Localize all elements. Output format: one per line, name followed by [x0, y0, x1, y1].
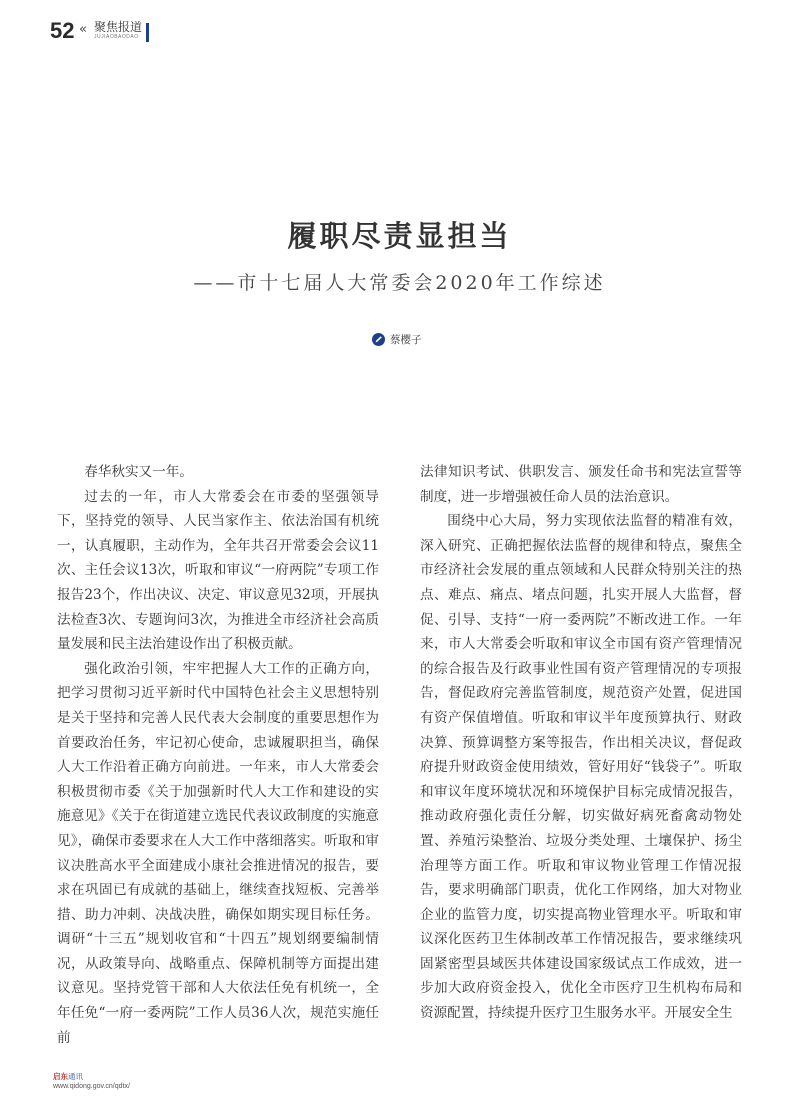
- footer-brand: [53, 1072, 130, 1082]
- article-title: 履职尽责显担当: [287, 219, 512, 253]
- footer-url[interactable]: www.qidong.gov.cn/qdtx/: [53, 1083, 130, 1090]
- footer-brand-name: 启东: [53, 1072, 68, 1081]
- header-accent-bar: [146, 23, 149, 42]
- section-pinyin: JUJIAOBAODAO: [94, 34, 139, 40]
- paragraph: 春华秋实又一年。: [84, 464, 193, 480]
- page-footer: [53, 1072, 130, 1092]
- pen-icon: [372, 333, 385, 346]
- section-label: [94, 20, 142, 41]
- chevron-left-icon: «: [79, 22, 87, 37]
- footer-brand-suffix: 通讯: [68, 1072, 83, 1081]
- body-column-left: [57, 460, 379, 1050]
- author-name: 蔡樱子: [390, 334, 422, 346]
- section-title: 聚焦报道: [94, 20, 143, 34]
- paragraph: 法律知识考试、供职发言、颁发任命书和宪法宣誓等制度，进一步增强被任命人员的法治意识。: [420, 464, 742, 505]
- article-subtitle: ——市十七届人大常委会2020年工作综述: [193, 272, 606, 294]
- body-column-right: [420, 460, 742, 1026]
- paragraph: 围绕中心大局，努力实现依法监督的精准有效，深入研究、正确把握依法监督的规律和特点，聚焦全市经济社会发展的重点领域和人民群众特别关注的热点、难点、痛点、堵点问题，扎实开展人大监督，督促、引导、支持“一府一委两院”不断改进工作。一年来，市人大常委会听取和审议全市国有资产管理情况的综合报告及行政事业性国有资产管理情况的专项报告，督促政府完善监管制度，规范资产处置，促进国有资产保值增值。听取和审议半年度预算执行、财政决算、预算调整方案等报告，作出相关决议，督促政府提升财政资金使用绩效，管好用好“钱袋子”。听取和审议年度环境状况和环境保护目标完成情况报告，推动政府强化责任分解，切实做好病死畜禽动物处置、养殖污染整治、垃圾分类处理、土壤保护、扬尘治理等方面工作。听取和审议物业管理工作情况报告，要求明确部门职责，优化工作网络，加大对物业企业的监管力度，切实提高物业管理水平。听取和审议深化医药卫生体制改革工作情况报告，要求继续巩固紧密型县域医共体建设国家级试点工作成效，进一步加大政府资金投入，优化全市医疗卫生机构布局和资源配置，持续提升医疗卫生服务水平。开展安全生: [420, 513, 742, 1022]
- page-number: 52: [50, 18, 75, 43]
- paragraph: 强化政治引领，牢牢把握人大工作的正确方向，把学习贯彻习近平新时代中国特色社会主义思想特别是关于坚持和完善人民代表大会制度的重要思想作为首要政治任务，牢记初心使命，忠诚履职担当，确保人大工作沿着正确方向前进。一年来，市人大常委会积极贯彻市委《关于加强新时代人大工作和建设的实施意见》《关于在街道建立选民代表议政制度的实施意见》，确保市委要求在人大工作中落细落实。听取和审议决胜高水平全面建成小康社会推进情况的报告，要求在巩固已有成就的基础上，继续查找短板、完善举措、助力冲刺、决战决胜，确保如期实现目标任务。调研“十三五”规划收官和“十四五”规划纲要编制情况，从政策导向、战略重点、保障机制等方面提出建议意见。坚持党管干部和人大依法任免有机统一，全年任免“一府一委两院”工作人员36人次，规范实施任前: [57, 660, 379, 1046]
- paragraph: 过去的一年，市人大常委会在市委的坚强领导下，坚持党的领导、人民当家作主、依法治国有机统一，认真履职，主动作为，全年共召开常委会会议11次、主任会议13次，听取和审议“一府两院”专项工作报告23个，作出决议、决定、审议意见32项，开展执法检查3次、专题询问3次，为推进全市经济社会高质量发展和民主法治建设作出了积极贡献。: [57, 488, 379, 653]
